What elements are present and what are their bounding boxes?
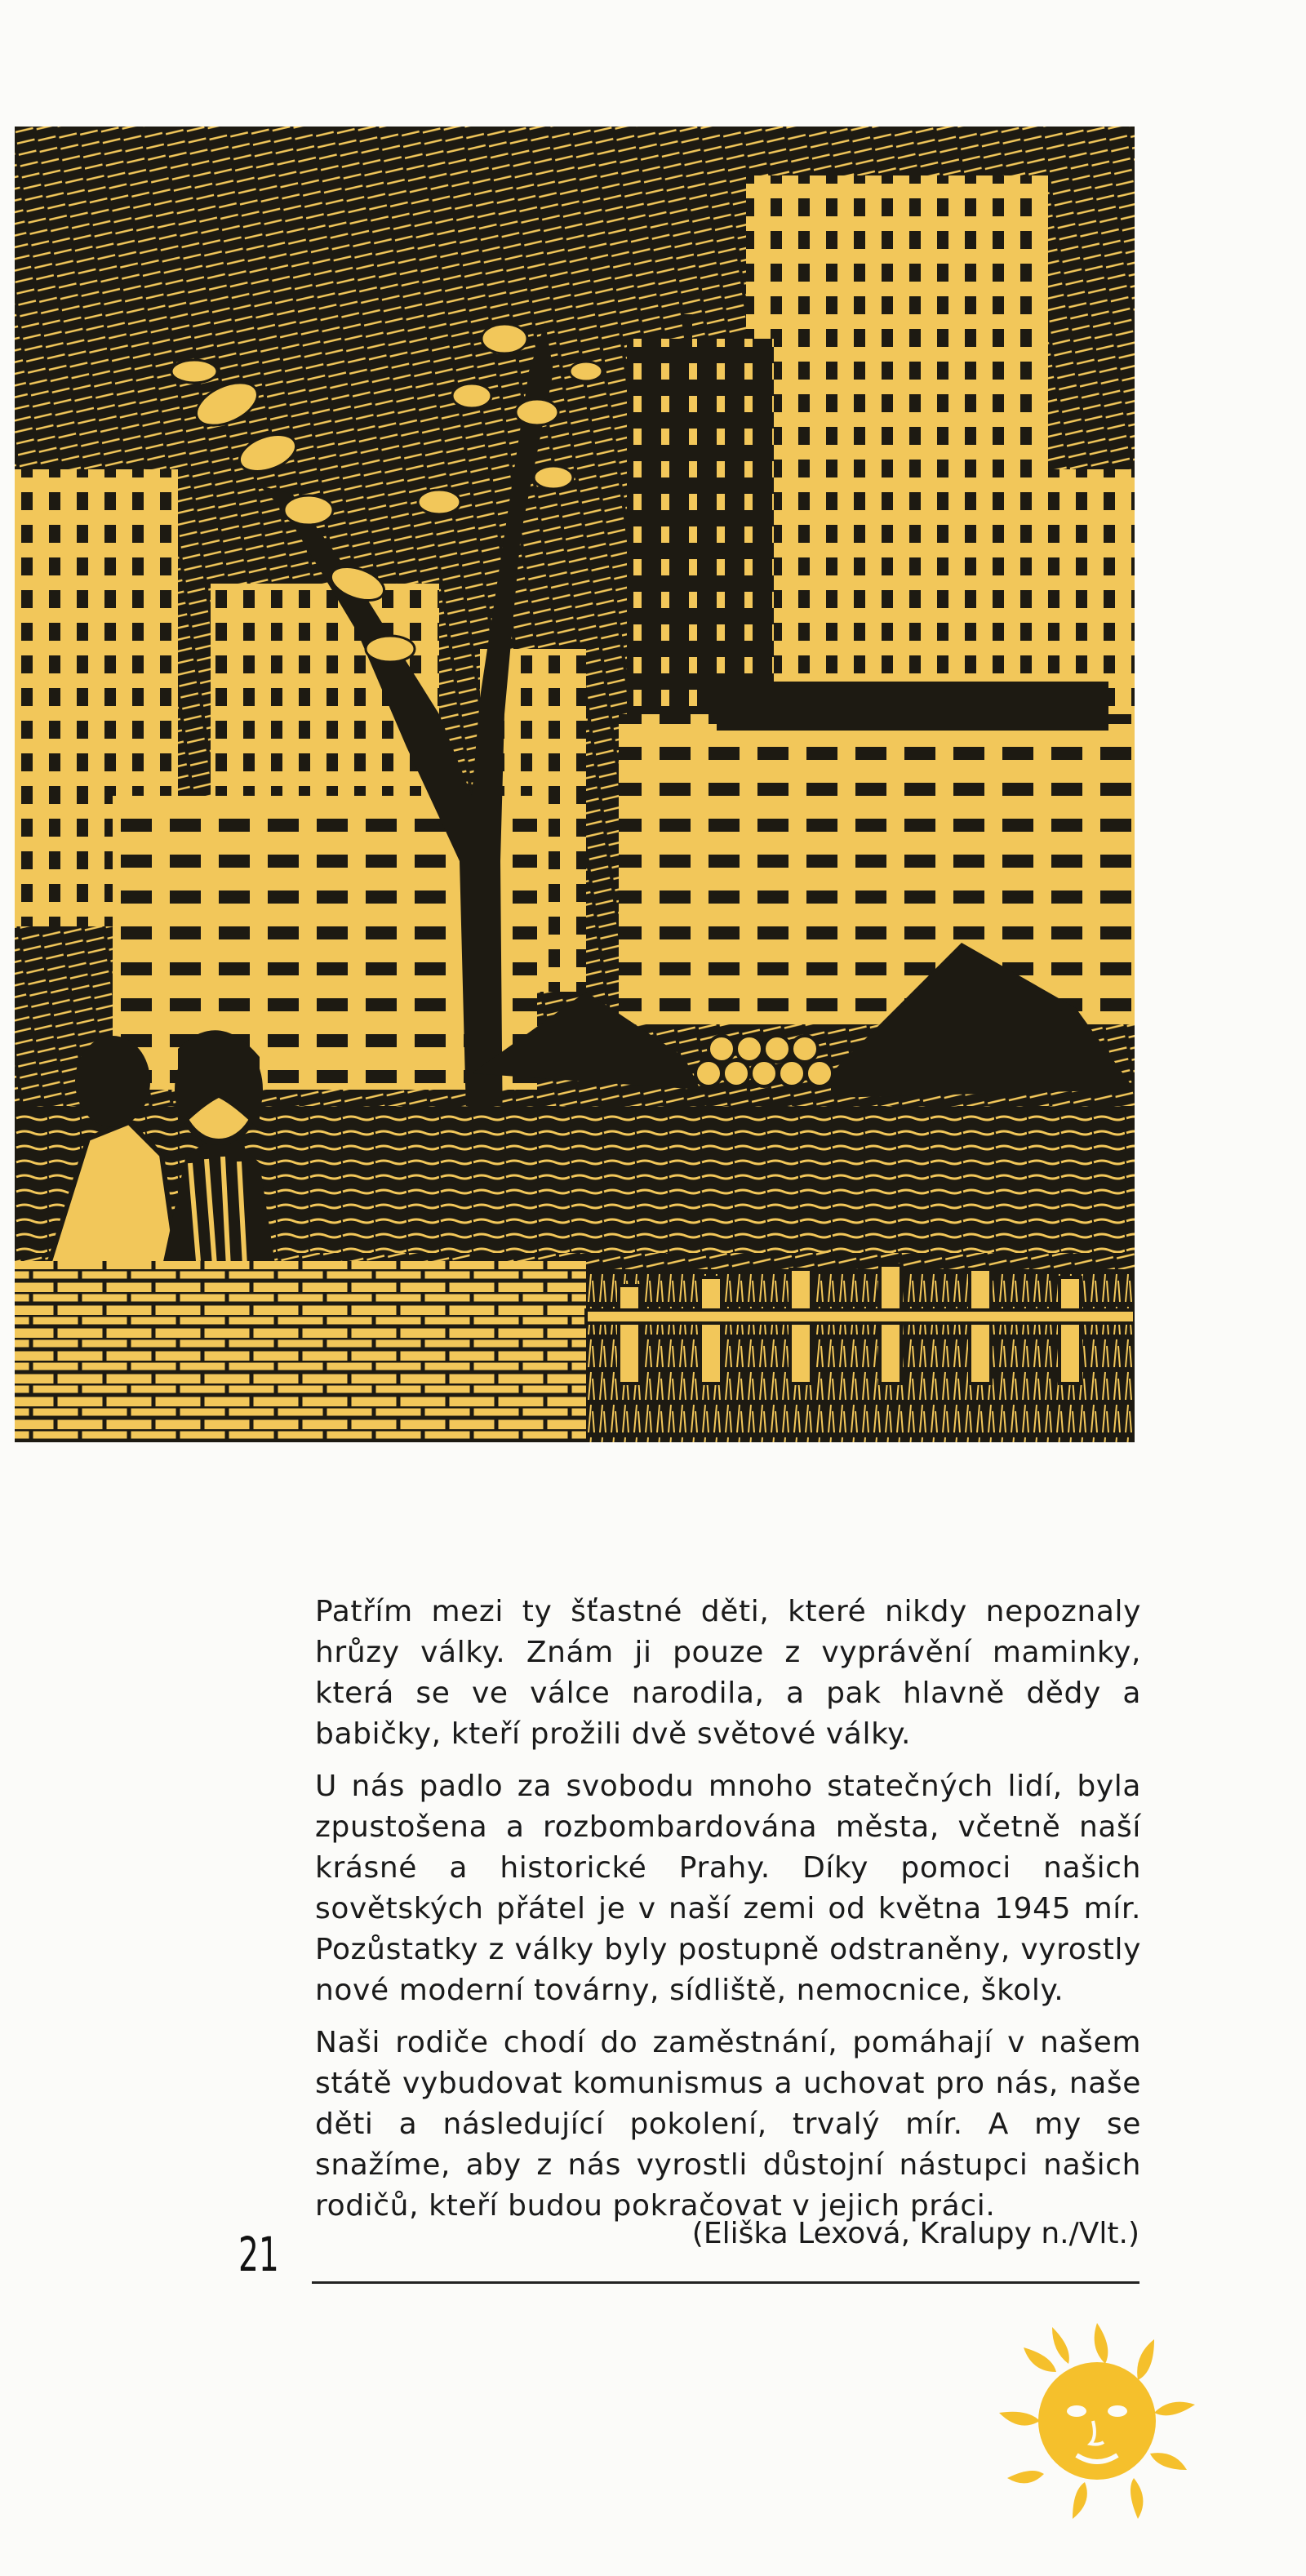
paragraph-2: U nás padlo za svobodu mnoho statečných lidí, byla zpustošena a rozbombardována města, včetně naší krásné a historické Prahy. Díky pomoci našich sovětských přátel je v naší zemi od května 1945 mír. Pozůstatky z války byly postupně odstraněny, vyrostly nové moderní továrny, sídliště, nemocnice, školy. (315, 1770, 1141, 2007)
divider-rule (312, 2281, 1139, 2284)
paragraph-3: Naši rodiče chodí do zaměstnání, pomáhají v našem státě vybudovat komunismus a uchovat pro nás, naše děti a následující pokolení, trvalý mír. A my se snažíme, aby z nás vyrostli důstojní nástupci našich rodičů, kteří budou pokračovat v jejich práci. (315, 2026, 1141, 2223)
author-signature: (Eliška Lexová, Kralupy n./Vlt.) (691, 2217, 1139, 2250)
page-number: 21 (238, 2227, 279, 2282)
linocut-illustration (15, 127, 1135, 1442)
article-text (315, 1592, 1141, 2238)
sun-face-icon (991, 2315, 1203, 2527)
paragraph-1: Patřím mezi ty šťastné děti, které nikdy nepoznaly hrůzy války. Znám ji pouze z vyprávění maminky, která se ve válce narodila, a pak hlavně dědy a babičky, kteří prožili dvě světové války. (315, 1595, 1141, 1751)
